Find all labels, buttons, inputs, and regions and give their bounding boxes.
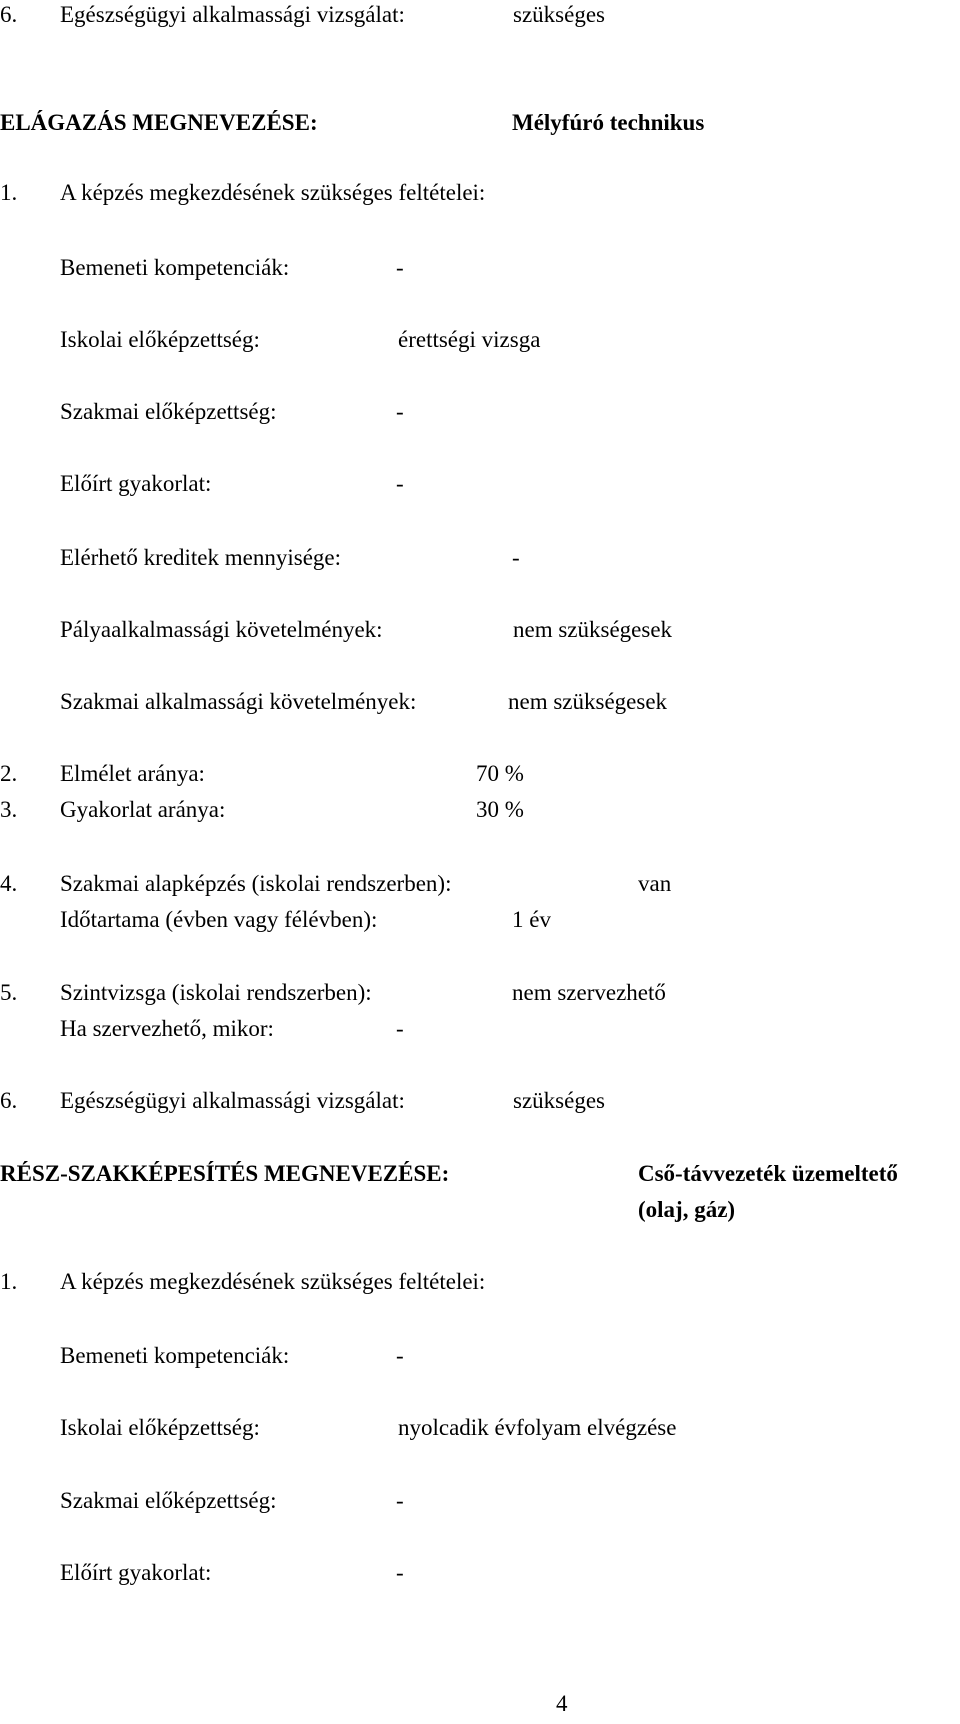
duration-label: Időtartama (évben vagy félévben): xyxy=(60,907,378,932)
credits-value: - xyxy=(512,545,520,570)
health-check-label: Egészségügyi alkalmassági vizsgálat: xyxy=(60,1088,405,1113)
partial-heading-label: RÉSZ-SZAKKÉPESÍTÉS MEGNEVEZÉSE: xyxy=(0,1161,450,1186)
school-prerequisite-value: nyolcadik évfolyam elvégzése xyxy=(398,1415,677,1440)
item-number: 4. xyxy=(0,871,18,896)
health-check-label: Egészségügyi alkalmassági vizsgálat: xyxy=(60,2,405,27)
required-practice-label: Előírt gyakorlat: xyxy=(60,471,212,496)
required-practice-value: - xyxy=(396,1560,404,1585)
practice-ratio-label: Gyakorlat aránya: xyxy=(60,797,226,822)
basic-training-label: Szakmai alapképzés (iskolai rendszerben): xyxy=(60,871,452,896)
entry-competencies-label: Bemeneti kompetenciák: xyxy=(60,255,290,280)
professional-prerequisite-label: Szakmai előképzettség: xyxy=(60,399,277,424)
practice-ratio-value: 30 % xyxy=(476,797,524,822)
credits-label: Elérhető kreditek mennyisége: xyxy=(60,545,342,570)
duration-value: 1 év xyxy=(512,907,551,932)
item-number: 6. xyxy=(0,2,18,27)
page-number: 4 xyxy=(556,1691,568,1716)
school-prerequisite-value: érettségi vizsga xyxy=(398,327,541,352)
level-exam-label: Szintvizsga (iskolai rendszerben): xyxy=(60,980,372,1005)
branch-heading-value: Mélyfúró technikus xyxy=(512,110,705,135)
theory-ratio-label: Elmélet aránya: xyxy=(60,761,205,786)
professional-aptitude-value: nem szükségesek xyxy=(508,689,668,714)
school-prerequisite-label: Iskolai előképzettség: xyxy=(60,1415,260,1440)
professional-prerequisite-label: Szakmai előképzettség: xyxy=(60,1488,277,1513)
basic-training-value: van xyxy=(638,871,672,896)
item-number: 3. xyxy=(0,797,18,822)
prerequisites-heading: A képzés megkezdésének szükséges feltételei: xyxy=(60,180,486,205)
branch-heading-label: ELÁGAZÁS MEGNEVEZÉSE: xyxy=(0,110,318,135)
level-exam-when-value: - xyxy=(396,1016,404,1041)
career-aptitude-label: Pályaalkalmassági követelmények: xyxy=(60,617,383,642)
item-number: 1. xyxy=(0,180,18,205)
partial-heading-value: Cső-távvezeték üzemeltető xyxy=(638,1161,898,1186)
level-exam-when-label: Ha szervezhető, mikor: xyxy=(60,1016,274,1041)
item-number: 6. xyxy=(0,1088,18,1113)
health-check-value: szükséges xyxy=(513,2,605,27)
school-prerequisite-label: Iskolai előképzettség: xyxy=(60,327,260,352)
partial-heading-value-cont: (olaj, gáz) xyxy=(638,1197,736,1222)
theory-ratio-value: 70 % xyxy=(476,761,524,786)
item-number: 5. xyxy=(0,980,18,1005)
professional-prerequisite-value: - xyxy=(396,399,404,424)
professional-prerequisite-value: - xyxy=(396,1488,404,1513)
health-check-value: szükséges xyxy=(513,1088,605,1113)
item-number: 2. xyxy=(0,761,18,786)
required-practice-label: Előírt gyakorlat: xyxy=(60,1560,212,1585)
professional-aptitude-label: Szakmai alkalmassági követelmények: xyxy=(60,689,417,714)
level-exam-value: nem szervezhető xyxy=(512,980,666,1005)
prerequisites-heading: A képzés megkezdésének szükséges feltételei: xyxy=(60,1269,486,1294)
required-practice-value: - xyxy=(396,471,404,496)
entry-competencies-value: - xyxy=(396,255,404,280)
item-number: 1. xyxy=(0,1269,18,1294)
entry-competencies-value: - xyxy=(396,1343,404,1368)
entry-competencies-label: Bemeneti kompetenciák: xyxy=(60,1343,290,1368)
career-aptitude-value: nem szükségesek xyxy=(513,617,673,642)
